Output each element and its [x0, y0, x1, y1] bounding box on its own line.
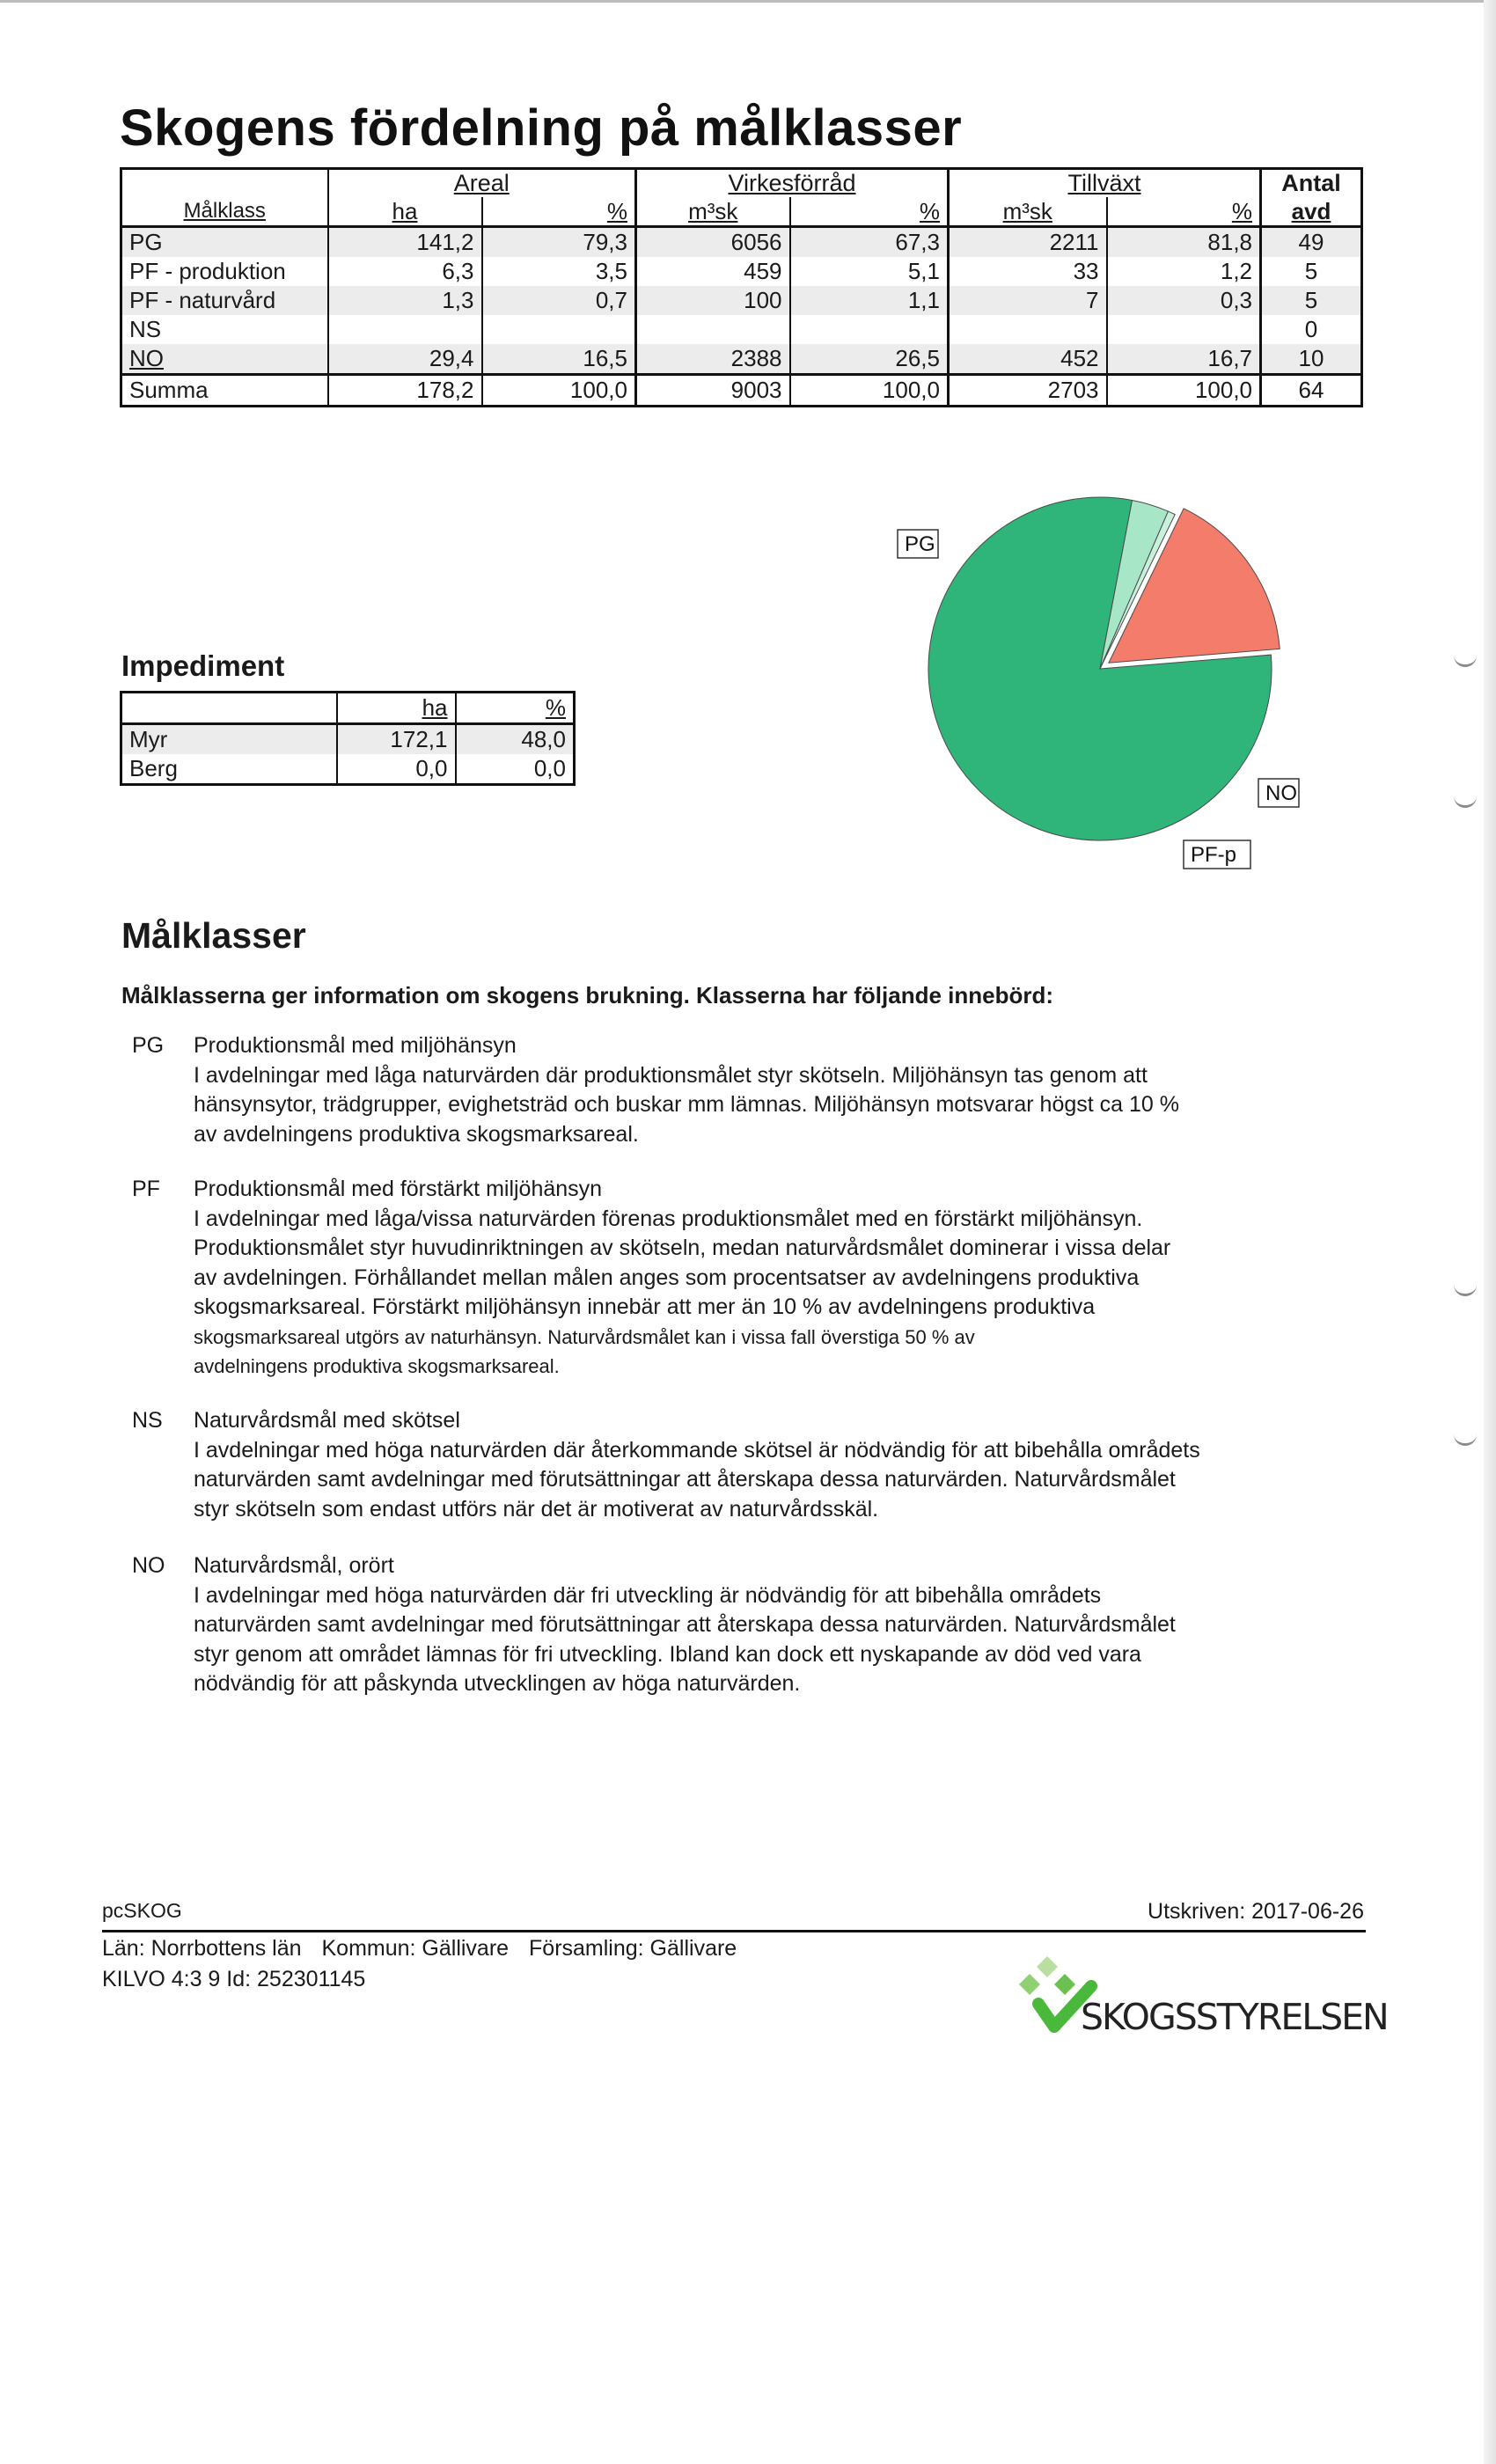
county: Län: Norrbottens län	[102, 1936, 302, 1961]
cell-volume-pct	[790, 315, 949, 344]
cell-growth: 452	[949, 344, 1107, 375]
row-label: NS	[121, 315, 328, 344]
definition-ns	[132, 1406, 1285, 1524]
empty-header-cell	[121, 693, 337, 724]
row-label: Myr	[121, 724, 337, 755]
cell-avd: 64	[1261, 375, 1362, 407]
header-tillvaxt: Tillväxt	[949, 169, 1261, 198]
impediment-table	[120, 691, 576, 786]
definition-line: styr genom att området lämnas för fri utveckling. Ibland kan dock ett nyskapande av död ved vara	[194, 1641, 1141, 1667]
definition-heading: Naturvårdsmål, orört	[194, 1553, 394, 1578]
pie-label-pf-p	[1184, 840, 1250, 869]
row-label: PG	[121, 227, 328, 258]
header-virke-pct: %	[790, 197, 949, 227]
row-label: NO	[121, 344, 328, 375]
cell-volume	[636, 315, 790, 344]
punch-hole-mark	[1454, 796, 1477, 808]
cell-avd: 49	[1261, 227, 1362, 258]
header-pct: %	[456, 693, 575, 724]
definition-line: av avdelningens produktiva skogsmarksareal.	[194, 1121, 639, 1147]
cell-ha-pct: 0,7	[482, 286, 636, 315]
svg-text:PG: PG	[905, 532, 935, 556]
definition-heading: Produktionsmål med förstärkt miljöhänsyn	[194, 1177, 603, 1201]
header-avd: avd	[1261, 197, 1362, 227]
definition-code: NO	[132, 1553, 165, 1578]
cell-ha: 29,4	[328, 344, 482, 375]
cell-avd: 10	[1261, 344, 1362, 375]
parish: Församling: Gällivare	[529, 1936, 737, 1961]
cell-pct: 48,0	[456, 724, 575, 755]
cell-growth-pct: 0,3	[1107, 286, 1261, 315]
punch-hole-mark	[1454, 1434, 1477, 1446]
cell-ha: 178,2	[328, 375, 482, 407]
definition-pg	[132, 1031, 1285, 1149]
definition-heading: Naturvårdsmål med skötsel	[194, 1408, 460, 1433]
table-row	[121, 286, 1362, 315]
definition-code: PF	[132, 1177, 160, 1201]
definition-line: avdelningens produktiva skogsmarksareal.	[194, 1355, 560, 1377]
cell-growth: 2703	[949, 375, 1107, 407]
cell-ha: 6,3	[328, 257, 482, 286]
definition-line: I avdelningar med höga naturvärden där återkommande skötsel är nödvändig för att bibehålla områdets	[194, 1437, 1200, 1463]
header-antal: Antal	[1261, 169, 1362, 198]
malklass-pie-chart	[880, 475, 1338, 871]
table-row	[121, 724, 575, 755]
cell-volume: 100	[636, 286, 790, 315]
table-row	[121, 315, 1362, 344]
cell-growth-pct: 1,2	[1107, 257, 1261, 286]
cell-volume-pct: 26,5	[790, 344, 949, 375]
scan-edge-right	[1484, 0, 1496, 2464]
cell-volume-pct: 67,3	[790, 227, 949, 258]
svg-text:NO: NO	[1265, 781, 1297, 805]
header-areal-pct: %	[482, 197, 636, 227]
cell-ha: 0,0	[337, 754, 456, 785]
definition-pf	[132, 1175, 1285, 1382]
header-tillvaxt-pct: %	[1107, 197, 1261, 227]
definition-line: av avdelningen. Förhållandet mellan målen anges som procentsatser av avdelningens produktiva	[194, 1265, 1140, 1290]
cell-growth-pct	[1107, 315, 1261, 344]
cell-ha-pct	[482, 315, 636, 344]
header-virkesforrad: Virkesförråd	[636, 169, 949, 198]
cell-avd: 5	[1261, 286, 1362, 315]
definition-line: Produktionsmålet styr huvudinriktningen av skötseln, medan naturvårdsmålet dominerar i vissa delar	[194, 1236, 1171, 1260]
table-row	[121, 257, 1362, 286]
svg-text:PF-p: PF-p	[1191, 843, 1237, 867]
header-ha: ha	[337, 693, 456, 724]
pie-label-pg	[898, 530, 938, 558]
cell-ha	[328, 315, 482, 344]
section-intro: Målklasserna ger information om skogens brukning. Klasserna har följande innebörd:	[121, 982, 1054, 1008]
header-m3sk-tillvaxt: m³sk	[949, 197, 1107, 227]
cell-ha: 1,3	[328, 286, 482, 315]
table-row	[121, 344, 1362, 375]
definition-heading: Produktionsmål med miljöhänsyn	[194, 1033, 517, 1058]
header-ha: ha	[328, 197, 482, 227]
definition-line: I avdelningar med låga naturvärden där produktionsmålet styr skötseln. Miljöhänsyn tas genom att	[194, 1062, 1148, 1088]
program-name: pcSKOG	[102, 1899, 182, 1922]
pie-label-no	[1258, 779, 1299, 807]
empty-header-cell	[121, 169, 328, 198]
cell-avd: 5	[1261, 257, 1362, 286]
definition-line: I avdelningar med höga naturvärden där fri utveckling är nödvändig för att bibehålla områdets	[194, 1582, 1102, 1608]
cell-volume-pct: 1,1	[790, 286, 949, 315]
cell-ha-pct: 3,5	[482, 257, 636, 286]
definition-line: naturvärden samt avdelningar med förutsättningar att återskapa dessa naturvärden. Naturvårdsmålet	[194, 1612, 1176, 1637]
definition-code: NS	[132, 1408, 163, 1433]
header-areal: Areal	[328, 169, 636, 198]
location-line	[102, 1936, 751, 1962]
section-title: Målklasser	[121, 915, 306, 956]
definition-line: skogsmarksareal. Förstärkt miljöhänsyn innebär att mer än 10 % av avdelningens produktiva	[194, 1294, 1096, 1319]
cell-pct: 0,0	[456, 754, 575, 785]
definition-line: hänsynsytor, trädgrupper, evighetsträd och buskar mm lämnas. Miljöhänsyn motsvarar högst ca 10 %	[194, 1092, 1179, 1117]
header-malklass: Målklass	[121, 197, 328, 227]
cell-growth: 7	[949, 286, 1107, 315]
header-m3sk: m³sk	[636, 197, 790, 227]
cell-volume-pct: 5,1	[790, 257, 949, 286]
sum-row	[121, 375, 1362, 407]
punch-hole-mark	[1454, 656, 1477, 667]
definition-line: skogsmarksareal utgörs av naturhänsyn. Naturvårdsmålet kan i vissa fall överstiga 50 % av	[194, 1325, 975, 1348]
cell-growth: 33	[949, 257, 1107, 286]
definition-line: I avdelningar med låga/vissa naturvärden förenas produktionsmålet med en förstärkt miljöhänsyn.	[194, 1206, 1143, 1231]
cell-ha: 172,1	[337, 724, 456, 755]
cell-volume: 459	[636, 257, 790, 286]
table-row	[121, 754, 575, 785]
punch-hole-mark	[1454, 1285, 1477, 1296]
definition-line: naturvärden samt avdelningar med förutsättningar att återskapa dessa naturvärden. Naturvårdsmålet	[194, 1467, 1176, 1492]
property-id: KILVO 4:3 9 Id: 252301145	[102, 1967, 366, 1991]
print-date: Utskriven: 2017-06-26	[1148, 1899, 1364, 1924]
cell-growth	[949, 315, 1107, 344]
cell-volume: 6056	[636, 227, 790, 258]
definition-no	[132, 1551, 1285, 1699]
footer-divider	[102, 1930, 1366, 1932]
cell-ha-pct: 16,5	[482, 344, 636, 375]
row-label: Berg	[121, 754, 337, 785]
cell-ha-pct: 79,3	[482, 227, 636, 258]
row-label: PF - naturvård	[121, 286, 328, 315]
definition-line: nödvändig för att påskynda utvecklingen av höga naturvärden.	[194, 1671, 801, 1696]
cell-growth: 2211	[949, 227, 1107, 258]
cell-volume-pct: 100,0	[790, 375, 949, 407]
scan-edge-top	[0, 0, 1496, 3]
cell-volume: 9003	[636, 375, 790, 407]
cell-ha: 141,2	[328, 227, 482, 258]
logo-text: SKOGSSTYRELSEN	[1081, 1996, 1388, 2038]
municipality: Kommun: Gällivare	[321, 1936, 510, 1961]
definition-code: PG	[132, 1033, 165, 1058]
definition-line: styr skötseln som endast utförs när det är motiverat av naturvårdsskäl.	[194, 1496, 879, 1522]
cell-growth-pct: 100,0	[1107, 375, 1261, 407]
page-title: Skogens fördelning på målklasser	[120, 99, 963, 157]
cell-ha-pct: 100,0	[482, 375, 636, 407]
cell-growth-pct: 81,8	[1107, 227, 1261, 258]
table-row	[121, 227, 1362, 258]
cell-growth-pct: 16,7	[1107, 344, 1261, 375]
cell-volume: 2388	[636, 344, 790, 375]
distribution-table	[120, 167, 1363, 407]
impediment-title: Impediment	[121, 649, 285, 682]
row-label: PF - produktion	[121, 257, 328, 286]
cell-avd: 0	[1261, 315, 1362, 344]
row-label: Summa	[121, 375, 328, 407]
